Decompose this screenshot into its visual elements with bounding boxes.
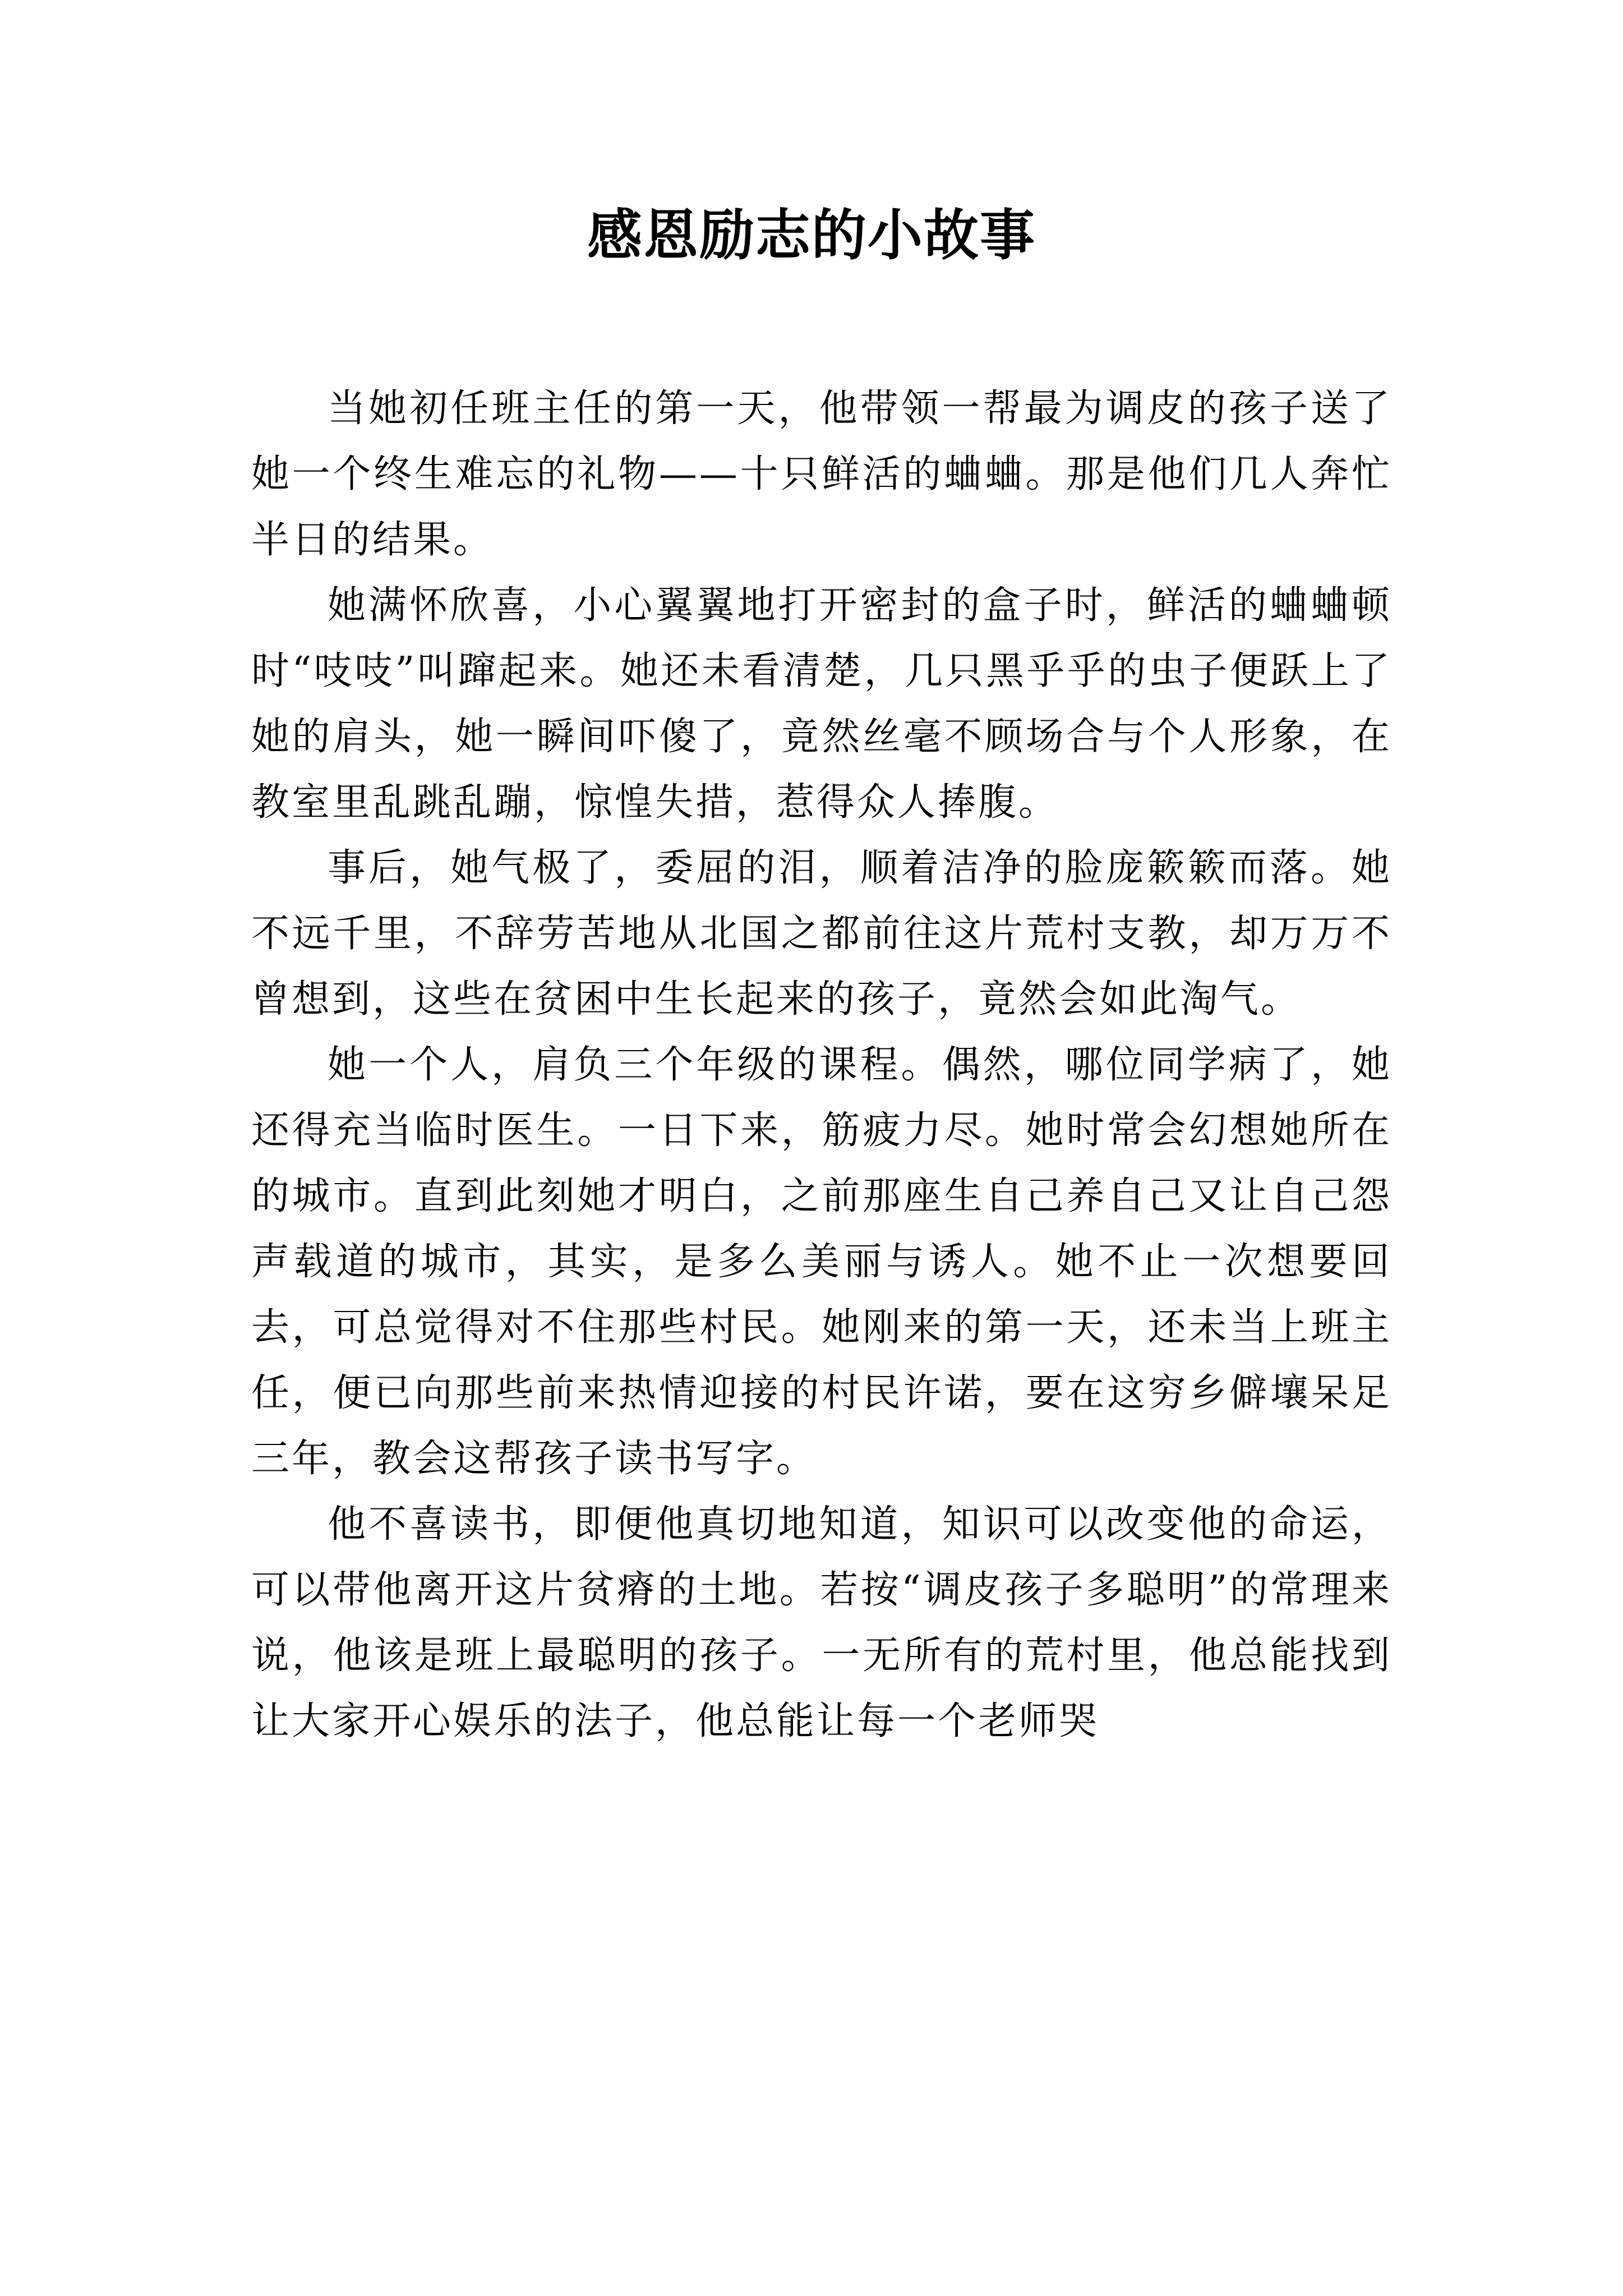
document-title: 感恩励志的小故事 [587, 203, 1036, 268]
paragraph-2: 她满怀欣喜，小心翼翼地打开密封的盒子时，鲜活的蛐蛐顿时“吱吱”叫蹿起来。她还未看清楚，几只黑乎乎的虫子便跃上了她的肩头，她一瞬间吓傻了，竟然丝毫不顾场合与个人形象，在教室里乱跳乱蹦，惊惶失措，惹得众人捧腹。 [251, 583, 1392, 825]
paragraph-1: 当她初任班主任的第一天，他带领一帮最为调皮的孩子送了她一个终生难忘的礼物——十只鲜活的蛐蛐。那是他们几人奔忙半日的结果。 [251, 386, 1392, 562]
paragraph-3: 事后，她气极了，委屈的泪，顺着洁净的脸庞簌簌而落。她不远千里，不辞劳苦地从北国之都前往这片荒村支教，却万万不曾想到，这些在贫困中生长起来的孩子，竟然会如此淘气。 [251, 846, 1392, 1022]
paragraph-4: 她一个人，肩负三个年级的课程。偶然，哪位同学病了，她还得充当临时医生。一日下来，筋疲力尽。她时常会幻想她所在的城市。直到此刻她才明白，之前那座生自己养自己又让自己怨声载道的城市，其实，是多么美丽与诱人。她不止一次想要回去，可总觉得对不住那些村民。她刚来的第一天，还未当上班主任，便已向那些前来热情迎接的村民许诺，要在这穷乡僻壤呆足三年，教会这帮孩子读书写字。 [251, 1043, 1392, 1481]
document-body [251, 376, 1392, 1754]
paragraph-5: 他不喜读书，即便他真切地知道，知识可以改变他的命运，可以带他离开这片贫瘠的土地。若按“调皮孩子多聪明”的常理来说，他该是班上最聪明的孩子。一无所有的荒村里，他总能找到让大家开心娱乐的法子，他总能让每一个老师哭 [251, 1502, 1392, 1743]
